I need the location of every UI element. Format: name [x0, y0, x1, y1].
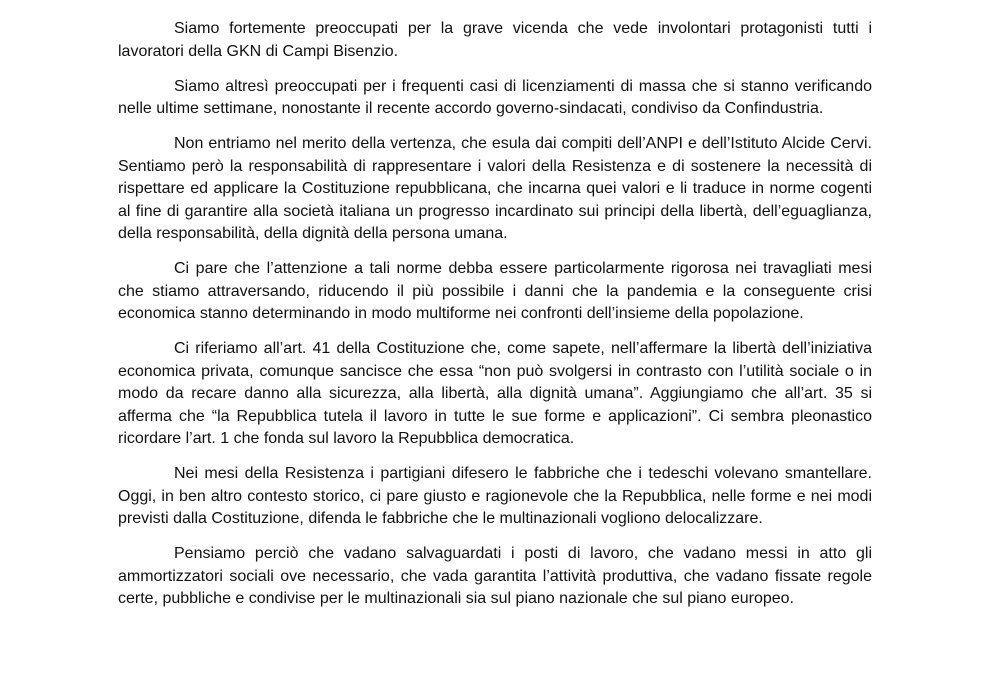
paragraph-gkn-concern: Siamo fortemente preoccupati per la grave vicenda che vede involontari protagonisti tutti i lavoratori della GKN di Campi Bisenzio.: [118, 20, 872, 60]
letter-body: [118, 18, 872, 623]
paragraph-mass-layoffs: Siamo altresì preoccupati per i frequenti casi di licenziamenti di massa che si stanno verificando nelle ultime settimane, nonostante il recente accordo governo-sindacati, condiviso da Confindustria.: [118, 77, 872, 117]
paragraph-rigorous-attention: Ci pare che l’attenzione a tali norme debba essere particolarmente rigorosa nei travagliati mesi che stiamo attraversando, riducendo il più possibile i danni che la pandemia e la conseguente crisi economica stanno determinando in modo multiforme nei confronti dell’insieme della popolazione.: [118, 260, 872, 322]
paragraph-resistance-values: Non entriamo nel merito della vertenza, che esula dai compiti dell’ANPI e dell’Istituto Alcide Cervi. Sentiamo però la responsabilità di rappresentare i valori della Resistenza e di sostenere la necessità di rispettare ed applicare la Costituzione repubblicana, che incarna quei valori e li traduce in norme cogenti al fine di garantire alla società italiana un progresso incardinato sui principi della libertà, dell’eguaglianza, della responsabilità, della dignità della persona umana.: [118, 135, 872, 242]
paragraph-defend-factories: Nei mesi della Resistenza i partigiani difesero le fabbriche che i tedeschi volevano smantellare. Oggi, in ben altro contesto storico, ci pare giusto e ragionevole che la Repubblica, nelle forme e nei modi previsti dalla Costituzione, difenda le fabbriche che le multinazionali vogliono delocalizzare.: [118, 465, 872, 527]
paragraph-safeguard-jobs: Pensiamo perciò che vadano salvaguardati i posti di lavoro, che vadano messi in atto gli ammortizzatori sociali ove necessario, che vada garantita l’attività produttiva, che vadano fissate regole certe, pubbliche e condivise per le multinazionali sia sul piano nazionale che sul piano europeo.: [118, 545, 872, 607]
paragraph-constitution-articles: Ci riferiamo all’art. 41 della Costituzione che, come sapete, nell’affermare la libertà dell’iniziativa economica privata, comunque sancisce che essa “non può svolgersi in contrasto con l’utilità sociale o in modo da recare danno alla sicurezza, alla libertà, alla dignità umana”. Aggiungiamo che all’art. 35 si afferma che “la Repubblica tutela il lavoro in tutte le sue forme e applicazioni”. Ci sembra pleonastico ricordare l’art. 1 che fonda sul lavoro la Repubblica democratica.: [118, 340, 872, 447]
